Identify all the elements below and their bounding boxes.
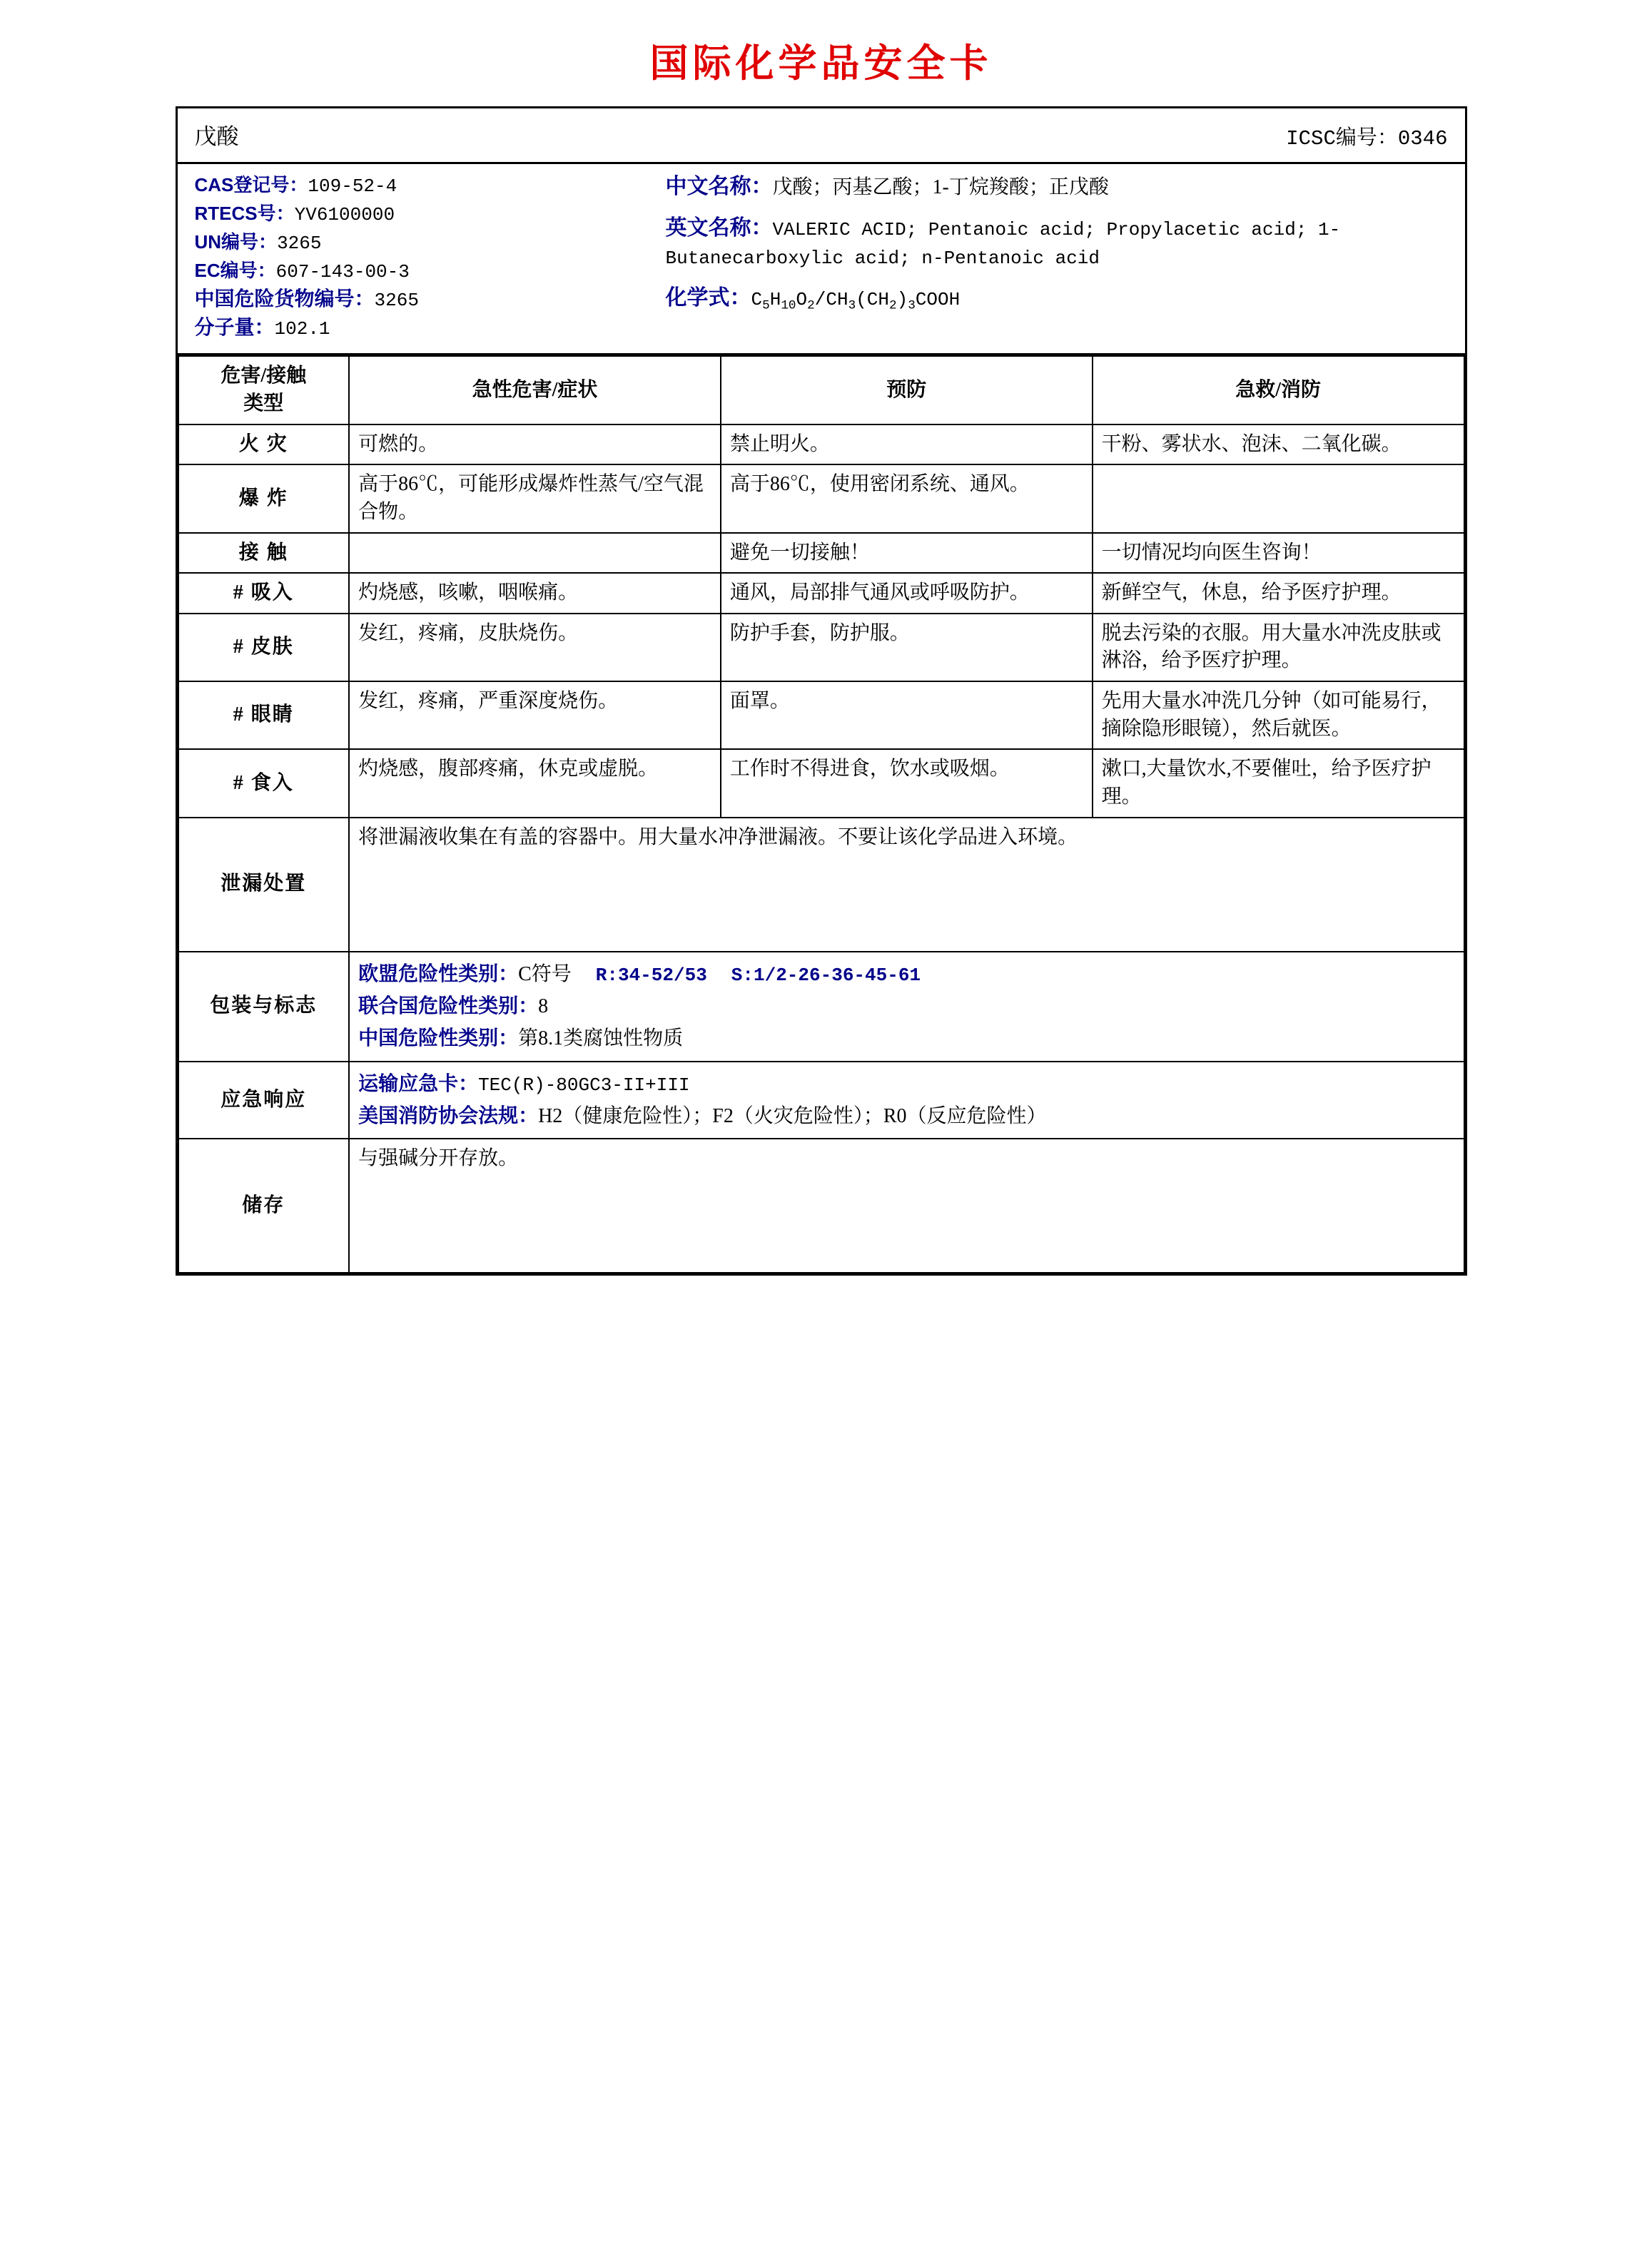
package-eu-label: 欧盟危险性类别： [358,962,519,985]
row-explosion-firstaid [1093,464,1464,532]
emergency-tec-value: TEC(R)-80GC3-II+III [478,1074,690,1096]
table-header-row [178,356,1464,424]
package-un-label: 联合国危险性类别： [358,995,539,1017]
mw-label: 分子量： [194,316,275,339]
en-name-label: 英文名称： [665,215,773,240]
row-skin-firstaid: 脱去污染的衣服。用大量水冲洗皮肤或淋浴，给予医疗护理。 [1093,614,1464,681]
rtecs-row [195,200,652,228]
row-ingestion-acute: 灼烧感，腹部疼痛，休克或虚脱。 [349,749,721,817]
emergency-nfpa-value: H2（健康危险性）；F2（火灾危险性）；R0（反应危险性） [538,1105,1047,1127]
identity-right [652,171,1448,342]
package-un-value: 8 [538,995,549,1017]
row-label-emergency: 应急响应 [178,1062,350,1139]
table-row [178,573,1464,614]
col-header-type-line2: 类型 [243,392,284,415]
row-label-fire: 火 灾 [178,424,350,465]
icsc-value: 0346 [1397,127,1448,151]
table-row [178,681,1464,749]
package-eu-r: R:34-52/53 [595,964,707,986]
row-fire-acute: 可燃的。 [349,424,721,465]
ec-label: EC编号： [194,259,276,281]
row-ingestion-firstaid: 漱口,大量饮水,不要催吐，给予医疗护理。 [1093,749,1464,817]
row-inhalation-firstaid: 新鲜空气，休息，给予医疗护理。 [1093,573,1464,614]
row-eyes-prevention: 面罩。 [721,681,1093,749]
icsc-number-block [1286,121,1447,151]
rtecs-label: RTECS号： [194,202,295,224]
rtecs-value: YV6100000 [294,203,395,225]
chinese-name-row [666,171,1448,203]
cas-label: CAS登记号： [194,174,308,195]
page-bottom-spacer [0,1276,1642,1340]
table-row [178,424,1464,465]
row-label-exposure: 接 触 [178,533,350,574]
package-content [349,952,1464,1062]
un-label: UN编号： [194,230,278,253]
row-fire-firstaid: 干粉、雾状水、泡沫、二氧化碳。 [1093,424,1464,465]
package-cn-value: 第8.1类腐蚀性物质 [518,1027,684,1050]
row-label-package: 包装与标志 [178,952,350,1062]
cas-row [195,171,652,200]
spill-text: 将泄漏液收集在有盖的容器中。用大量水冲净泄漏液。不要让该化学品进入环境。 [349,818,1464,952]
col-header-type [178,356,350,424]
un-row [195,228,652,257]
row-inhalation-acute: 灼烧感，咳嗽，咽喉痛。 [349,573,721,614]
row-explosion-acute: 高于86℃，可能形成爆炸性蒸气/空气混合物。 [349,464,721,532]
package-cn-label: 中国危险性类别： [358,1027,519,1050]
molecular-weight-row [195,314,652,342]
formula-value: $C_5H_{10}O_2/CH_3(CH_2)_3COOH$ [751,288,961,313]
emergency-content [349,1062,1464,1139]
row-exposure-prevention: 避免一切接触！ [721,533,1093,574]
emergency-nfpa-line [358,1100,1454,1132]
substance-name: 戊酸 [194,124,239,149]
emergency-row [178,1062,1464,1139]
package-un-line [358,990,1454,1022]
identity-left [195,171,652,342]
row-label-eyes: # 眼睛 [178,681,350,749]
col-header-acute: 急性危害/症状 [349,356,721,424]
storage-row [178,1139,1464,1273]
package-cn-line [358,1022,1454,1054]
row-exposure-acute [349,533,721,574]
icsc-card [176,106,1467,1276]
emergency-nfpa-label: 美国消防协会法规： [358,1105,539,1127]
en-name-value: VALERIC ACID; Pentanoic acid; Propylacetic acid; 1-Butanecarboxylic acid; n-Pentanoic acid [665,218,1341,270]
emergency-tec-line [358,1068,1454,1100]
formula-row [666,283,1448,315]
cn-name-value: 戊酸；丙基乙酸；1-丁烷羧酸；正戊酸 [772,176,1109,198]
row-exposure-firstaid: 一切情况均向医生咨询！ [1093,533,1464,574]
cn-dg-label: 中国危险货物编号： [194,288,375,310]
row-fire-prevention: 禁止明火。 [721,424,1093,465]
row-label-spill: 泄漏处置 [178,818,350,952]
row-label-explosion: 爆 炸 [178,464,350,532]
spill-row [178,818,1464,952]
package-row [178,952,1464,1062]
package-eu-line [358,958,1454,990]
table-row [178,533,1464,574]
row-skin-acute: 发红，疼痛，皮肤烧伤。 [349,614,721,681]
formula-label: 化学式： [665,285,751,310]
ec-row [195,257,652,285]
col-header-type-line1: 危害/接触 [221,365,307,387]
row-label-skin: # 皮肤 [178,614,350,681]
cn-dg-value: 3265 [374,289,419,311]
table-row [178,464,1464,532]
storage-text: 与强碱分开存放。 [349,1139,1464,1273]
emergency-tec-label: 运输应急卡： [358,1072,479,1095]
cas-value: 109-52-4 [308,176,397,197]
package-eu-s: S:1/2-26-36-45-61 [731,964,921,986]
row-inhalation-prevention: 通风，局部排气通风或呼吸防护。 [721,573,1093,614]
row-skin-prevention: 防护手套，防护服。 [721,614,1093,681]
col-header-prevention: 预防 [721,356,1093,424]
hazard-table [178,355,1465,1273]
un-value: 3265 [277,232,322,254]
row-ingestion-prevention: 工作时不得进食，饮水或吸烟。 [721,749,1093,817]
table-row [178,614,1464,681]
mw-value: 102.1 [274,317,330,340]
row-label-storage: 储存 [178,1139,350,1273]
package-eu-value: C符号 [518,962,572,985]
page-title: 国际化学品安全卡 [649,42,993,85]
english-name-row [666,213,1448,273]
row-label-ingestion: # 食入 [178,749,350,817]
row-eyes-firstaid: 先用大量水冲洗几分钟（如可能易行，摘除隐形眼镜），然后就医。 [1093,681,1464,749]
row-explosion-prevention: 高于86℃，使用密闭系统、通风。 [721,464,1093,532]
col-header-firstaid: 急救/消防 [1093,356,1464,424]
table-row [178,749,1464,817]
icsc-label: ICSC编号： [1286,127,1398,151]
row-eyes-acute: 发红，疼痛，严重深度烧伤。 [349,681,721,749]
ec-value: 607-143-00-3 [275,260,410,283]
cn-name-label: 中文名称： [665,175,773,198]
identity-block [178,164,1465,355]
row-label-inhalation: # 吸入 [178,573,350,614]
card-header [178,108,1465,164]
cn-dangerous-goods-row [195,285,652,314]
